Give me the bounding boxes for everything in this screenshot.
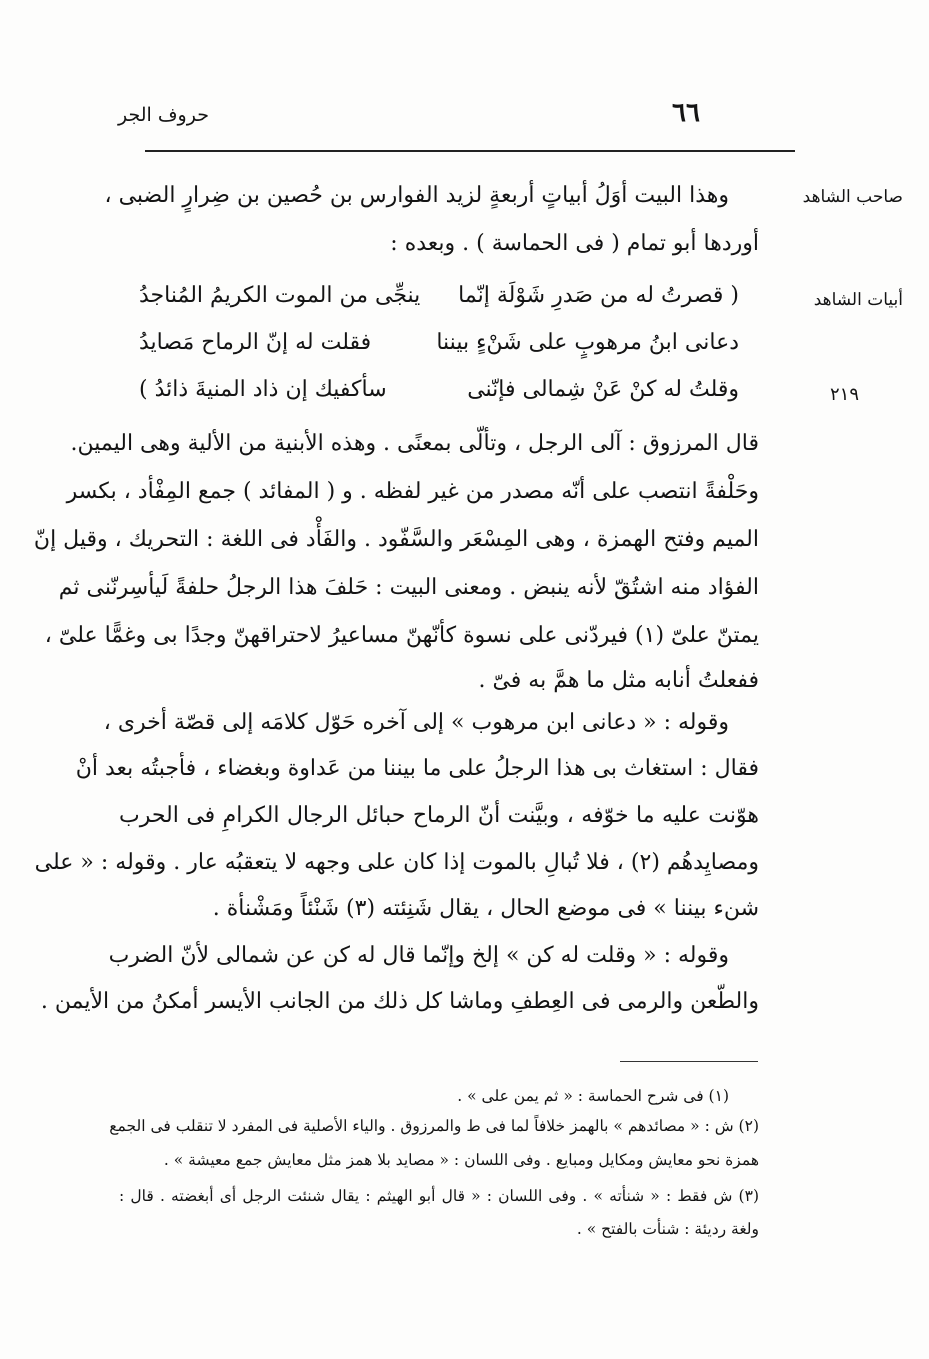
verse-row: [139, 283, 739, 315]
paragraph-line: الفؤاد منه اشتُقّ لأنه ينبض . ومعنى البيت : حَلفَ هذا الرجلُ حلفةً لَيأسِرنّنى ثم: [58, 575, 759, 600]
paragraph-line: وقوله : « دعانى ابن مرهوب » إلى آخره حَوّل كلامَه إلى قصّة أخرى ،: [103, 710, 729, 735]
paragraph-line: الميم وفتح الهمزة ، وهى المِسْعَر والسَّفّود . والفَأْد فى اللغة : التحريك ، وقيل إنّ: [33, 527, 759, 552]
paragraph-line: شنء بيننا » فى موضع الحال ، يقال شَنِئته (٣) شَنْئاً ومَشْنأة .: [212, 896, 759, 921]
verse-hemistich-second: فقلت له إنّ الرماح مَصايدُ: [139, 330, 372, 355]
margin-note-verse-number: ٢١٩: [829, 384, 859, 405]
footnote-line: ولغة رديئة : شنأت بالفتح » .: [576, 1220, 759, 1238]
verse-row: [139, 330, 739, 362]
paragraph-line: وقوله : « وقلت له كن » إلخ وإنّما قال له كن عن شمالى لأنّ الضرب: [108, 943, 729, 968]
paragraph-line: وحَلْفةً انتصب على أنّه مصدر من غير لفظه . و ( المفائد ) جمع المِفْأد ، بكسر: [66, 479, 759, 504]
verse-hemistich-first: دعانى ابنُ مرهوبٍ على شَنْءٍ بيننا: [436, 330, 739, 355]
margin-note-author: صاحب الشاهد: [802, 187, 903, 207]
paragraph-line: والطّعن والرمى فى العِطفِ وماشا كل ذلك من الجانب الأيسر أمكنُ من الأيمن .: [40, 989, 759, 1014]
footnote-line: (٣) ش فقط : « شنأته » . وفى اللسان : « قال أبو الهيثم : يقال شنئت الرجل أى أبغضته . قال :: [119, 1187, 759, 1205]
paragraph-line: ومصايِدهُم (٢) ، فلا تُبالِ بالموت إذا كان على وجهه لا يتعقبُه عار . وقوله : « على: [34, 850, 759, 875]
footnote-line: همزة نحو معايش ومكايل ومبايع . وفى اللسان : « مصايد بلا همز مثل معايش جمع معيشة » .: [163, 1151, 759, 1169]
paragraph-line: فقال : استغاث بى هذا الرجلُ على ما بيننا من عَداوة وبغضاء ، فأجبتُه بعد أنْ: [75, 756, 759, 781]
running-title: حروف الجر: [118, 104, 209, 126]
verse-hemistich-first: وقلتُ له كنْ عَنْ شِمالى فإنّنى: [467, 377, 739, 402]
footnote-line: (٢) ش : « مصائدهم » بالهمز خلافاً لما فى ط والمرزوق . والياء الأصلية فى المفرد لا تنقلب فى الجمع: [109, 1117, 759, 1135]
verse-hemistich-second: ينجِّى من الموت الكريمُ المُناجدُ: [139, 283, 421, 308]
verse-hemistich-second: سأكفيك إن ذاد المنيةَ ذائدُ ): [139, 377, 387, 402]
paragraph-line: هوّنت عليه ما خوّفه ، وبيَّنت أنّ الرماح حبائل الرجال الكرامِ فى الحرب: [119, 803, 759, 828]
header-rule: [145, 150, 795, 152]
paragraph-line: يمتنّ علىّ (١) فيردّنى على نسوة كأنّهنّ مساعيرُ لاحتراقهنّ وجدًا بى وغمًّا علىّ ،: [44, 623, 759, 648]
paragraph-line: قال المرزوق : آلى الرجل ، وتألّى بمعنًى . وهذه الأبنية من الألية وهى اليمين.: [70, 431, 759, 456]
verse-row: [139, 377, 739, 409]
paragraph-line: ففعلتُ أنابه مثل ما همَّ به فىّ .: [478, 668, 759, 693]
intro-line: أوردها أبو تمام ( فى الحماسة ) . وبعده :: [390, 231, 759, 256]
page-number: ٦٦: [672, 98, 700, 128]
footnote-rule: [620, 1061, 758, 1062]
footnote-line: (١) فى شرح الحماسة : « ثم يمن على » .: [457, 1087, 729, 1105]
verse-hemistich-first: ( قصرتُ له من صَدرِ شَوْلَة إنّما: [458, 283, 739, 308]
margin-note-verses: أبيات الشاهد: [813, 290, 903, 310]
intro-line: وهذا البيت أوَلُ أبياتٍ أربعةٍ لزيد الفوارس بن حُصين بن ضِرارٍ الضبى ،: [104, 183, 729, 208]
